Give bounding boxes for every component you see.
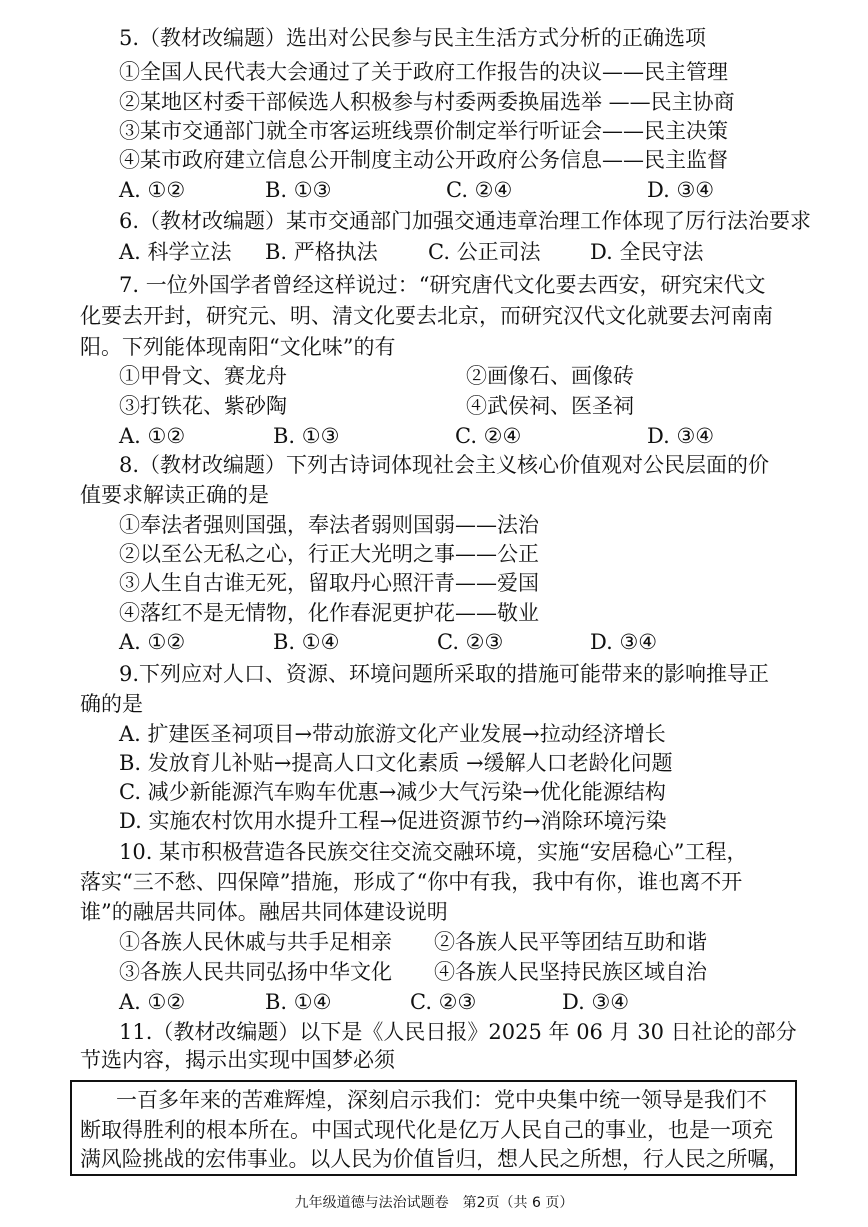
q8-stem-2: 值要求解读正确的是	[80, 483, 269, 507]
q10-option-d: D. ③④	[562, 990, 630, 1014]
q10-item-4: ④各族人民坚持民族区域自治	[434, 960, 707, 984]
q5-stem: 5.（教材改编题）选出对公民参与民主生活方式分析的正确选项	[119, 26, 707, 50]
q6-stem: 6.（教材改编题）某市交通部门加强交通违章治理工作体现了厉行法治要求	[119, 209, 812, 233]
q6-option-b: B. 严格执法	[265, 240, 378, 264]
q8-option-d: D. ③④	[590, 630, 658, 654]
q6-option-a: A. 科学立法	[119, 240, 232, 264]
q11-box-line-2: 断取得胜利的根本所在。中国式现代化是亿万人民自己的事业，也是一项充	[80, 1118, 773, 1142]
q7-item-4: ④武侯祠、医圣祠	[466, 394, 634, 418]
page-footer: 九年级道德与法治试题卷 第2页（共 6 页）	[294, 1195, 574, 1211]
q11-stem-1: 11.（教材改编题）以下是《人民日报》2025 年 06 月 30 日社论的部分	[119, 1020, 797, 1044]
q5-option-d: D. ③④	[647, 178, 715, 202]
q5-item-3: ③某市交通部门就全市客运班线票价制定举行听证会——民主决策	[119, 119, 728, 143]
q10-stem-2: 落实“三不愁、四保障”措施，形成了“你中有我，我中有你，谁也离不开	[80, 870, 743, 894]
q6-option-d: D. 全民守法	[590, 240, 704, 264]
q10-option-c: C. ②③	[410, 990, 477, 1014]
q10-option-b: B. ①④	[265, 990, 332, 1014]
q10-item-2: ②各族人民平等团结互助和谐	[434, 930, 707, 954]
q7-item-3: ③打铁花、紫砂陶	[119, 394, 287, 418]
q7-item-1: ①甲骨文、赛龙舟	[119, 364, 287, 388]
q10-item-3: ③各族人民共同弘扬中华文化	[119, 960, 392, 984]
q7-option-b: B. ①③	[273, 424, 340, 448]
q9-stem-2: 确的是	[80, 692, 143, 716]
q5-item-4: ④某市政府建立信息公开制度主动公开政府公务信息——民主监督	[119, 148, 728, 172]
q8-stem-1: 8.（教材改编题）下列古诗词体现社会主义核心价值观对公民层面的价	[119, 453, 770, 477]
q8-option-b: B. ①④	[273, 630, 340, 654]
q10-stem-1: 10. 某市积极营造各民族交往交流交融环境，实施“安居稳心”工程，	[119, 840, 748, 864]
q8-item-3: ③人生自古谁无死，留取丹心照汗青——爱国	[119, 571, 539, 595]
q10-item-1: ①各族人民休戚与共手足相亲	[119, 930, 392, 954]
q7-stem-3: 阳。下列能体现南阳“文化味”的有	[80, 335, 396, 359]
q8-item-2: ②以至公无私之心，行正大光明之事——公正	[119, 542, 539, 566]
q8-item-1: ①奉法者强则国强，奉法者弱则国弱——法治	[119, 513, 539, 537]
q10-option-a: A. ①②	[119, 990, 186, 1014]
q8-item-4: ④落红不是无情物，化作春泥更护花——敬业	[119, 601, 539, 625]
q9-stem-1: 9.下列应对人口、资源、环境问题所采取的措施可能带来的影响推导正	[119, 662, 770, 686]
q9-option-c: C. 减少新能源汽车购车优惠→减少大气污染→优化能源结构	[119, 780, 666, 804]
q7-stem-1: 7. 一位外国学者曾经这样说过：“研究唐代文化要去西安，研究宋代文	[119, 273, 766, 297]
q8-option-c: C. ②③	[437, 630, 504, 654]
q5-option-a: A. ①②	[119, 178, 186, 202]
q5-item-2: ②某地区村委干部候选人积极参与村委两委换届选举 ——民主协商	[119, 90, 735, 114]
q7-option-d: D. ③④	[647, 424, 715, 448]
q9-option-d: D. 实施农村饮用水提升工程→促进资源节约→消除环境污染	[119, 809, 667, 833]
q7-option-c: C. ②④	[455, 424, 522, 448]
q5-item-1: ①全国人民代表大会通过了关于政府工作报告的决议——民主管理	[119, 60, 728, 84]
q7-item-2: ②画像石、画像砖	[466, 364, 634, 388]
q11-stem-2: 节选内容，揭示出实现中国梦必须	[80, 1048, 395, 1072]
q6-option-c: C. 公正司法	[428, 240, 541, 264]
q9-option-a: A. 扩建医圣祠项目→带动旅游文化产业发展→拉动经济增长	[119, 722, 666, 746]
q10-stem-3: 谁”的融居共同体。融居共同体建设说明	[80, 900, 448, 924]
q11-box-line-1: 一百多年来的苦难辉煌，深刻启示我们：党中央集中统一领导是我们不	[116, 1088, 767, 1112]
q11-box-line-3: 满风险挑战的宏伟事业。以人民为价值旨归，想人民之所想，行人民之所嘱，	[80, 1147, 790, 1171]
q7-option-a: A. ①②	[119, 424, 186, 448]
q9-option-b: B. 发放育儿补贴→提高人口文化素质 →缓解人口老龄化问题	[119, 751, 673, 775]
q5-option-c: C. ②④	[446, 178, 513, 202]
q11-quote-box	[70, 1080, 797, 1176]
q8-option-a: A. ①②	[119, 630, 186, 654]
q7-stem-2: 化要去开封，研究元、明、清文化要去北京，而研究汉代文化就要去河南南	[80, 304, 773, 328]
q5-option-b: B. ①③	[265, 178, 332, 202]
